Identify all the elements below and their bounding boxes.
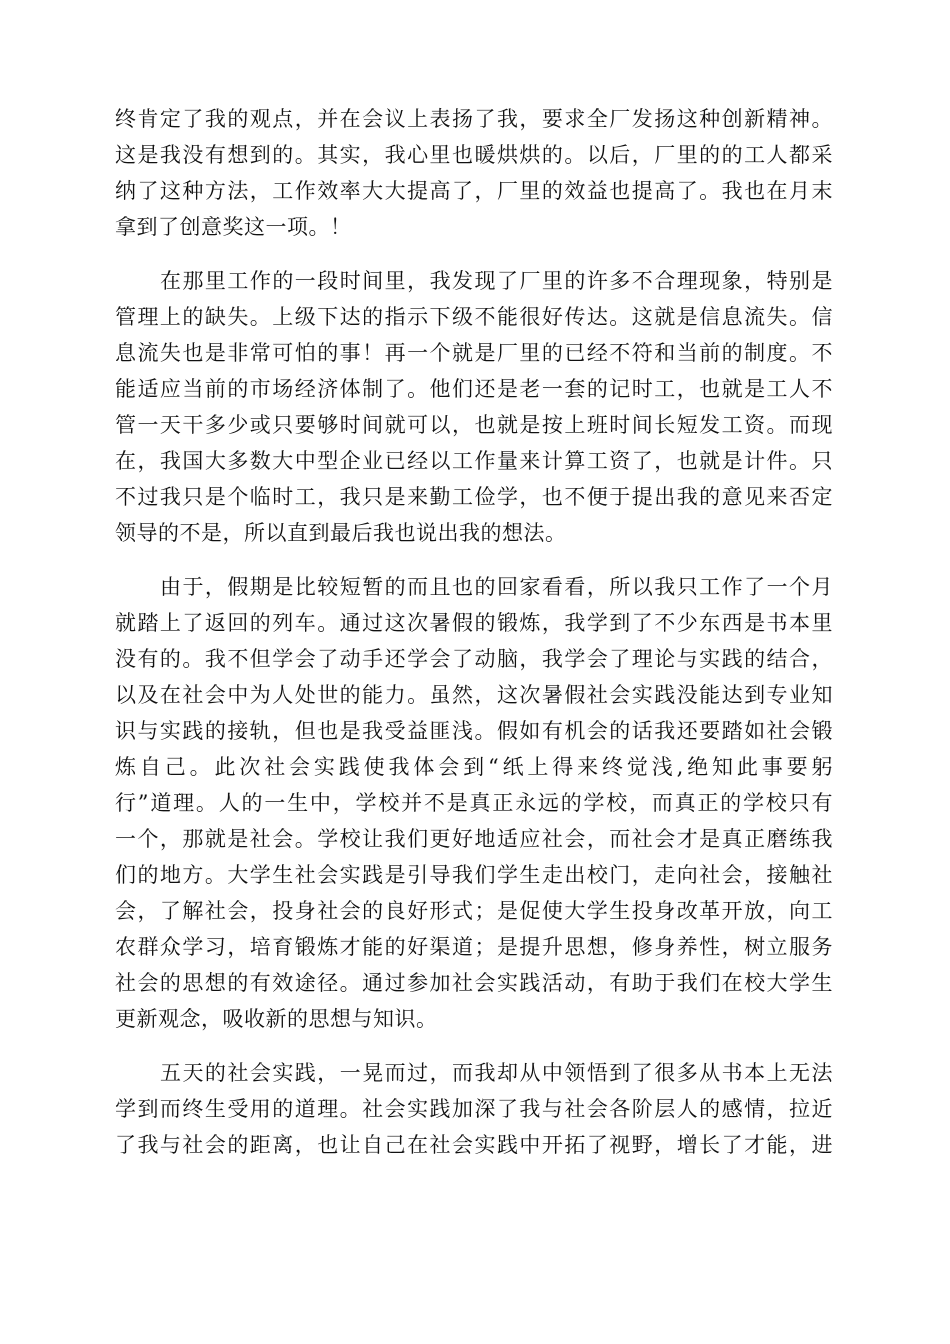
text-line: 以及在社会中为人处世的能力。虽然，这次暑假社会实践没能达到专业知: [115, 683, 833, 707]
text-line: 纳了这种方法，工作效率大大提高了，厂里的效益也提高了。我也在月末: [115, 179, 833, 203]
text-line: 终肯定了我的观点，并在会议上表扬了我，要求全厂发扬这种创新精神。: [115, 107, 833, 131]
text-line: 农群众学习，培育锻炼才能的好渠道；是提升思想，修身养性，树立服务: [115, 935, 833, 959]
text-line: 社会的思想的有效途径。通过参加社会实践活动，有助于我们在校大学生: [115, 971, 833, 995]
text-line: 一个，那就是社会。学校让我们更好地适应社会，而社会才是真正磨练我: [115, 827, 833, 851]
text-line: 由于，假期是比较短暂的而且也的回家看看，所以我只工作了一个月: [160, 575, 833, 599]
paragraph-2: [115, 263, 833, 551]
text-line: 不过我只是个临时工，我只是来勤工俭学，也不便于提出我的意见来否定: [115, 485, 833, 509]
text-line: 能适应当前的市场经济体制了。他们还是老一套的记时工，也就是工人不: [115, 377, 833, 401]
text-line: 在，我国大多数大中型企业已经以工作量来计算工资了，也就是计件。只: [115, 449, 833, 473]
text-line: 更新观念，吸收新的思想与知识。: [115, 1007, 438, 1031]
paragraph-3: [115, 569, 833, 1037]
text-line: 没有的。我不但学会了动手还学会了动脑，我学会了理论与实践的结合，: [115, 647, 833, 671]
text-line: 识与实践的接轨，但也是我受益匪浅。假如有机会的话我还要踏如社会锻: [115, 719, 833, 743]
text-line: 就踏上了返回的列车。通过这次暑假的锻炼，我学到了不少东西是书本里: [115, 611, 833, 635]
text-line: 拿到了创意奖这一项。！: [115, 215, 352, 239]
text-line: 这是我没有想到的。其实，我心里也暖烘烘的。以后，厂里的的工人都采: [115, 143, 833, 167]
text-line: 炼自己。此次社会实践使我体会到“纸上得来终觉浅,绝知此事要躬: [115, 755, 833, 779]
text-line: 管一天干多少或只要够时间就可以，也就是按上班时间长短发工资。而现: [115, 413, 833, 437]
text-line: 在那里工作的一段时间里，我发现了厂里的许多不合理现象，特别是: [160, 269, 833, 293]
document-page: [115, 101, 833, 1181]
paragraph-1: [115, 101, 833, 245]
text-line: 领导的不是，所以直到最后我也说出我的想法。: [115, 521, 567, 545]
text-line: 了我与社会的距离，也让自己在社会实践中开拓了视野，增长了才能，进: [115, 1133, 833, 1157]
text-line: 管理上的缺失。上级下达的指示下级不能很好传达。这就是信息流失。信: [115, 305, 833, 329]
text-line: 学到而终生受用的道理。社会实践加深了我与社会各阶层人的感情，拉近: [115, 1097, 833, 1121]
text-line: 五天的社会实践，一晃而过，而我却从中领悟到了很多从书本上无法: [160, 1061, 833, 1085]
text-line: 息流失也是非常可怕的事！再一个就是厂里的已经不符和当前的制度。不: [115, 341, 833, 365]
text-line: 行”道理。人的一生中，学校并不是真正永远的学校，而真正的学校只有: [115, 791, 833, 815]
text-line: 会，了解社会，投身社会的良好形式；是促使大学生投身改革开放，向工: [115, 899, 833, 923]
text-line: 们的地方。大学生社会实践是引导我们学生走出校门，走向社会，接触社: [115, 863, 833, 887]
paragraph-4: [115, 1055, 833, 1163]
